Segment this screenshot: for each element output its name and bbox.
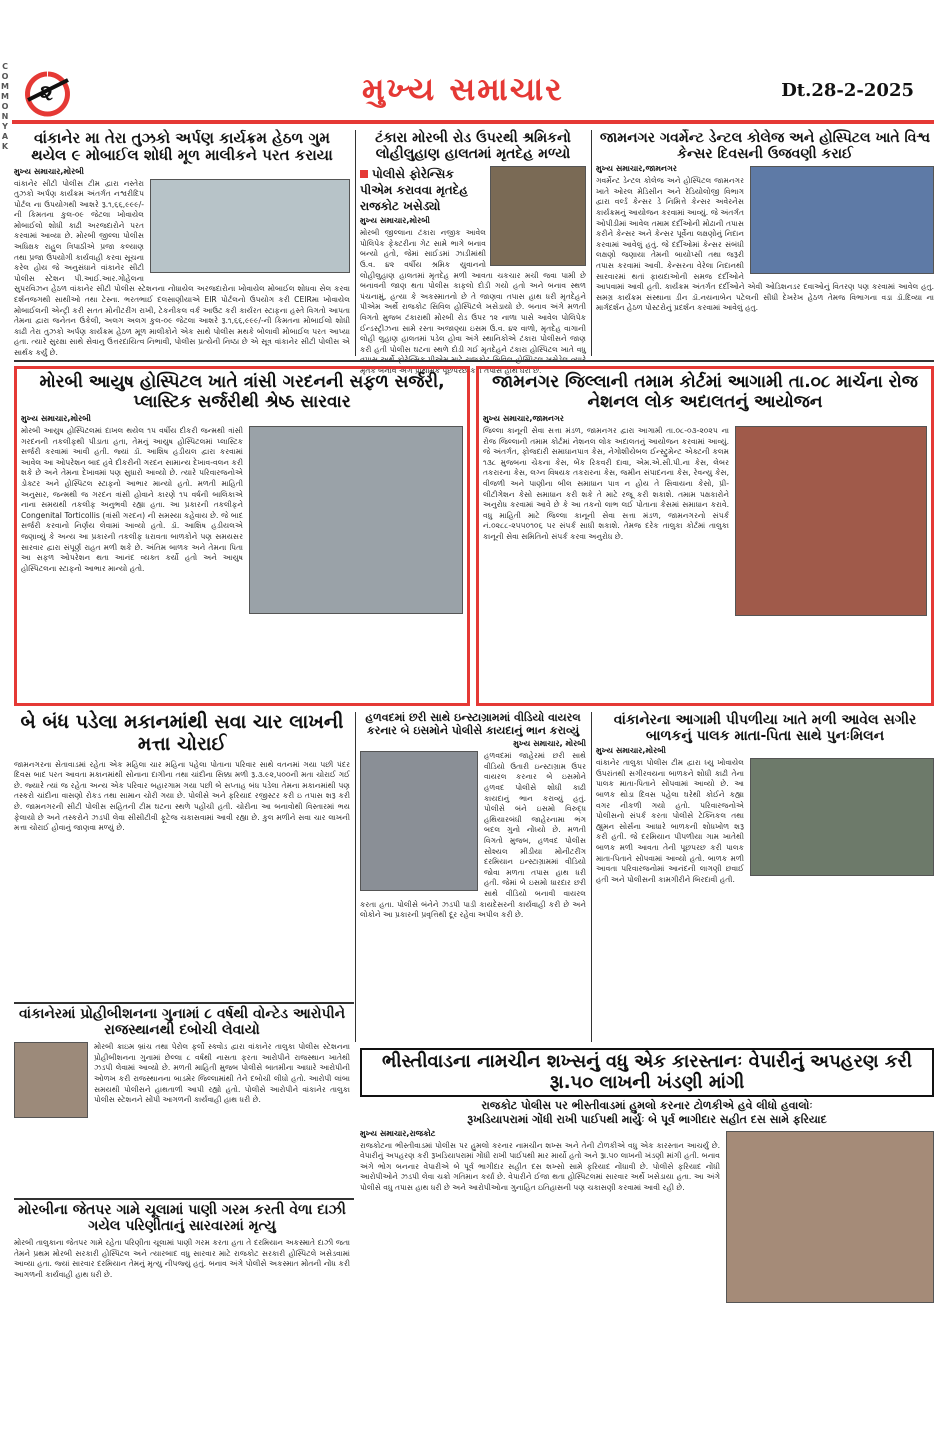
page-header (12, 62, 934, 124)
headline: ટંકારા મોરબી રોડ ઉપરથી શ્રમિકનો લોહીલુહાણ હાલતમાં મૃતદેહ મળ્યો (375, 130, 571, 163)
byline: મુખ્ય સમાચાર,જામનગર (483, 414, 564, 424)
article-photo (750, 758, 934, 876)
byline: મુખ્ય સમાચાર,મોરબી (14, 166, 84, 176)
headline: જામનગર જિલ્લાની તમામ કોર્ટમાં આગામી તા.૦૮ માર્ચના રોજ નેશનલ લોક અદાલતનું આયોજન (492, 372, 918, 412)
article-body: મોરબી ક્રાઇમ બ્રાંચ તથા પેરોલ ફર્લો સ્ક્વોડ દ્વારા વાંકાનેર તાલુકા પોલીસ સ્ટેશનના પ્રોહીબીશનના ગુનામાં છેલ્લા ૮ વર્ષથી નાસતા ફરતા આરોપીને રાજસ્થાન ખાતેથી ઝડપી લેવામાં આવ્યો છે. મળતી માહિતી મુજબ પોલીસે બાતમીના આધારે આરોપીની ઓળખ કરી રાજસ્થાનના બાડમેર જિલ્લામાંથી તેને દબોચી લીધો હતો. આરોપી લાંબા સમયથી પોલીસને હાથતાળી આપી રહ્યો હતો. પોલીસે આરોપીને વાંકાનેર તાલુકા પોલીસ સ્ટેશનને સોંપી આગળની કાર્યવાહી હાથ ધરી છે. (94, 1042, 350, 1105)
article-body: હળવદમાં જાહેરમાં છરી સાથે વીડિયો ઉતારી ઇન્સ્ટાગ્રામ ઉપર વાયરલ કરનાર બે ઇસમોને હળવદ પોલીસે શોધી કાઢી કાયદાનું ભાન કરાવ્યું હતું. પોલીસે બંને ઇસમો વિરુદ્ધ હથિયારબંધી જાહેરનામા ભંગ બદલ ગુનો નોંધ્યો છે. મળતી વિગતો મુજબ, હળવદ પોલીસ સોશ્યલ મીડીયા મોનીટરીંગ દરમિયાન ઇન્સ્ટાગ્રામમાં વીડિયો જોવા મળતા તપાસ હાથ ધરી હતી. જેમાં બે ઇસમો ધારદાર છરી સાથે વીડિયો બનાવી વાયરલ કરતા હતા. પોલીસે બંનેને ઝડપી પાડી કાયદેસરની કાર્યવાહી કરી છે અને લોકોને આ પ્રકારની પ્રવૃત્તિથી દૂર રહેવા અપીલ કરી છે. (360, 751, 586, 920)
subheadline: પોલીસે ફોરેન્સિક પીએમ કરાવવા મૃતદેહ રાજકોટ ખસેડ્યો (360, 167, 468, 214)
article-wanted-accused (14, 1006, 350, 1194)
page-number: ૨ (40, 80, 53, 106)
byline: મુખ્ય સમાચાર,મોરબી (21, 414, 91, 424)
headline: ભીસ્તીવાડના નામચીન શખ્સનું વધુ એક કારસ્તાનઃ વેપારીનું અપહરણ કરી રૂા.૫૦ લાખની ખંડણી માંગી (360, 1048, 934, 1097)
article-burn-death (14, 1202, 350, 1412)
byline: મુખ્ય સમાચાર,મોરબી (360, 216, 430, 226)
article-body: ગવર્મેન્ટ ડેન્ટલ કોલેજ અને હોસ્પિટલ જામનગર ખાતે ઓરલ મેડિસીન અને રેડિયોલોજી વિભાગ દ્વારા વર્લ્ડ કેન્સર ડે નિમિત્તે કેન્સર અવેરનેસ કાર્યક્રમનું આયોજન કરવામાં આવ્યું. જે અંતર્ગત ઓપીડીમાં આવેલ તમામ દર્દીઓની મોઢાની તપાસ કરીને કેન્સર અને કેન્સર પૂર્વેના લક્ષણોનું નિદાન કરવામાં આવેલું હતું. જે દર્દીઓમાં કેન્સર સંબંધી લક્ષણો જણાયા તેમની બાયોપ્સી તથા જરૂરી તપાસ કરવામાં આવી. કેન્સરના વેરેલા નિદાનથી સારવારમાં થતાં ફાયદાઓની સમજ દર્દીઓને આપવામાં આવી હતી. કાર્યક્રમ અંતર્ગત દર્દીઓને એવી ઓડિશનડર દવાઓનું વિતરણ પણ કરવામાં આવેલ હતુ. સમગ્ર કાર્યક્રમ સંસ્થાના ડીન ડૉ.નયનાબેન પટેલની સીધી દેખરેખ હેઠળ તેમજ વિભાગના વડા ડૉ.દિવ્યા ના માર્ગદર્શન હેઠળ પોસ્ટરોનું પ્રદર્શન કરવામાં આવેલું હતુ. (596, 176, 934, 313)
article-photo (150, 179, 350, 273)
article-body: જિલ્લા કાનૂની સેવા સત્તા મંડળ, જામનગર દ્વારા આગામી તા.૦૮-૦૩-૨૦૨૫ ના રોજ જિલ્લાની તમામ કોર્ટમાં નેશનલ લોક અદાલતનું આયોજન કરવામાં આવ્યું. જે અંતર્ગત, ફોજદારી સમાધાનપાત્ર કેસ, નેગોશીયેબલ ઈન્સ્ટ્રુમેન્ટ એક્ટની કલમ ૧૩૮ મુજબના ચેકના કેસ, બેંક રિકવરી દાવા, એમ.એ.સી.પી.ના કેસ, લેબર તકરારના કેસ, લગ્ન વિષયક તકરારના કેસ, જમીન સંપાદનના કેસ, રેવન્યુ કેસ, વીજળી અને પાણીના બીલ સમાધાન પાત્ર ન હોય તે સિવાયના કેસો, પ્રી-લીટીગેશન કેસો સમાધાન કરી શકે તે માટે રજૂ કરી શકાશે. તમામ પક્ષકારોને અનુરોધ કરવામાં આવે છે કે આ તકનો લાભ લઈ પોતાના કેસમાં સમાધાન કરાવે. વધુ માહિતી માટે જિલ્લા કાનૂની સેવા સત્તા મંડળ, જામનગરનો સંપર્ક નં.૦૨૮૮-૨૫૫૦૧૦૬ પર સંપર્ક સાધી શકાશે. તેમજ દરેક તાલુકા કોર્ટમાં તાલુકા કાનૂની સેવા સમિતિનો સંપર્ક કરવા અનુરોધ છે. (483, 426, 729, 542)
headline: બે બંધ પડેલા મકાનમાંથી સવા ચાર લાખની મત્તા ચોરાઈ (20, 711, 344, 755)
article-mobile-return (14, 130, 350, 356)
subheadline-2: રૂખડિયાપરામાં ગોંધી રાખી પાઈપથી માર્યુઃ બે પૂર્વ ભાગીદાર સહીત દસ સામે ફરિયાદ (467, 1113, 827, 1127)
headline: વાંકાનેરના આગામી પીપળીયા ખાતે મળી આવેલ સગીર બાળકનું પાલક માતા-પિતા સાથે પુનઃમિલન (613, 712, 917, 745)
article-child-reunion (596, 712, 934, 1042)
byline: મુખ્ય સમાચાર,રાજકોટ (360, 1128, 436, 1138)
bullet-icon (360, 170, 368, 178)
article-body: મોરબી જીલ્લાના ટંકારા નજીક આવેલ પોલિપેક ફેક્ટરીના ગેટ સામે ભાગે બનાવ બન્યો હતો, જેમાં સાઈડમાં ઝાડીમાંથી ઉ.વ. ૪૨ વર્ષીય શ્રમિક યુવાનનો લોહીલુહાણ હાલતમાં મૃતદેહ મળી આવતા ચકચાર મચી જવા પામી છે બનાવની જાણ થતા પોલીસ કાફલો દોડી ગયો હતો અને બનાવ સ્થળ પંચનામું, હત્યા કે અકસ્માતનો છે તે જાણવા તપાસ હાથ ધરી મૃતદેહને પીએમ અર્થે રાજકોટ સિવિલ હોસ્પિટલે ખસેડાયો છે. બનાવ અંગે મળતી વિગતો મુજબ ટંકારાથી મોરબી રોડ ઉપર ૧૨ નાળા પાસે આવેલ પોલિપેક ઈન્ડસ્ટ્રીઝના સામે રસ્તા અજાણ્યા ઇસમ ઉ.વ. ૪૨ વાળો, મૃતદેહ વાગાની લોહી લુહાણ હાલતમાં પડેલ હોવા અંગે સ્થાનિકોએ ટંકારા પોલીસને જાણ કરી હતી પોલીસ ઘટના સ્થળે દોડી ગઈ મૃતદેહને ટંકારા હોસ્પિટલ ખાતે વધુ મૃતક બનાવ અંગે પ્રાથમિક પૂછપરછ કરી તપાસ હાથ ધરી છે. (360, 228, 586, 375)
headline: મોરબી આયુષ હોસ્પિટલ ખાતે ત્રાંસી ગરદનની સફળ સર્જરી, પ્લાસ્ટિક સર્જરીથી શ્રેષ્ઠ સારવાર (39, 372, 445, 412)
article-instagram-video (360, 712, 586, 1042)
article-body: વાંકાનેર તાલુકા પોલીસ ટીમ દ્વારા ધ્યુ ખોવાયેલ ઉપરાંતથી સગીરવયના બાળકને શોધી કાઢી તેના પાલક માતા-પિતાને સોંપવામાં આવ્યો છે. આ બાળક થોડા દિવસ પહેલા ઘરેથી કોઈને કહ્યા વગર નીકળી ગયો હતો. પરિવારજનોએ પોલીસનો સંપર્ક કરતા પોલીસે ટેક્નિકલ તથા હ્યુમન સોર્સના આધારે બાળકની શોધખોળ શરૂ કરી હતી. જે દરમિયાન પીપળીયા ગામ ખાતેથી બાળક મળી આવતા તેની પૂછપરછ કરી પાલક માતા-પિતાને સોંપવામાં આવ્યો હતો. બાળક મળી આવતા પરિવારજનોમાં આનંદની લાગણી છવાઈ હતી અને પોલીસની કામગીરીને બિરદાવી હતી. (596, 758, 744, 884)
article-photo (249, 426, 463, 614)
headline: વાંકાનેર મા તેરા તુઝકો અર્પણ કાર્યક્રમ હેઠળ ગુમ થયેલ ૯ મોબાઈલ શોધી મૂળ માલીકને પરત કરાયા (31, 129, 333, 165)
byline: મુખ્ય સમાચાર,મોરબી (596, 746, 666, 756)
article-body: વાંકાનેર સીટી પોલીસ ટીમ દ્વારા નસ્તેરા તુઝકો અર્પણ કાર્યક્રમ અંતર્ગત નશ્વરીદિપ પોર્ટલ ના ઉપયોગથી આશરે રૂ.૧,૬૬,૯૯૯/- ની કિમતના કુલ-૦૯ જેટલા ખોવાયેલ મોબાઈલો શોધી કાઢી અરજદારોને પરત કરવામાં આવ્યા છે. મોરબી જીલ્લા પોલીસ અધિક્ષક રાહુલ ત્રિપાઠીએ પ્રજા કલ્યાણ તથા પ્રજા ઉપયોગી કાર્યવાહી કરવા સૂચના કરેલ હોય જે અનુસંધાને વાંકાનેર સીટી પોલીસ સ્ટેશન પી.આઈ.આર.ગોહેલના સુપરવિઝન હેઠળ વાંકાનેર સીટી પોલીસ સ્ટેશનના નોંધાયેલ અરજદારોના ખોવાયેલ મોબાઈલ શોધવા સેલ કરવા દર્શનજગથી સાથીઓ તથા ટેસ્ના. ભરતભાઈ દલસાણીયાએ EIR પોર્ટલનો ઉપયોગ કરી CEIRમા ખોવાયેલ મોબાઈલની એન્ટ્રી કરી સતત મોનીટરીંગ રાખી, ટેકનીકલ વર્ક આઉટ કરી કાર્યરત સ્ટાફના હસ્તે વિગતો આપતા તેમના દ્વારા જનેતન ઉકેલી, અલગ અલગ કુલ-૦૯ જેટલા આશરે રૂ.૧,૬૬,૯૯૯/-ની કિમતના મોબાઈલો શોધી કાઢી તેરા તુઝકો અર્પણ કાર્યક્રમ હેઠળ મૂળ માલીકોને એક સાથે પોલીસ મથકે બોલાવી મોબાઈલ પરત આપ્યા હતા. ત્યારે સુરક્ષા સાથે સેવાનુ ઉત્તરદાયિત્વ નિભાવી, પોલીસ પ્રત્યેની નિષ્ઠા છે એ સૂત્ર વાંકાનેર સીટી પોલીસ એ સાર્થક કર્યું છે. (14, 178, 350, 357)
article-photo (750, 166, 934, 274)
article-ayush-hospital (14, 366, 470, 706)
article-photo (14, 1042, 88, 1118)
byline: મુખ્ય સમાચાર,જામનગર (596, 164, 677, 174)
byline: મુખ્ય સમાચાર, મોરબી (513, 739, 586, 749)
article-tankara-body-found (360, 130, 586, 375)
headline: મોરબીના જેતપર ગામે ચૂલામાં પાણી ગરમ કરતી વેળા દાઝી ગયેલ પરિણીતાનું સારવારમાં મૃત્યુ (18, 1202, 346, 1235)
article-body: મોરબી આયુષ હોસ્પિટલમાં દાખલ થયેલ ૧૫ વર્ષીય દીકરી જન્મથી ત્રાંસી ગરદનની તકલીફથી પીડાતા હતા, તેમનું આયુષ હોસ્પિટલમાં પ્લાસ્ટિક સર્જરી કરવામાં આવી હતી. જ્યાં ડૉ. આશિષ હડીયલ દ્વારા કરવામાં આવેલ આ ઓપરેશન બાદ હવે દીકરીની ગરદન સામાન્ય દેખાવ-વલન કરી શકે છે અને તેમના દેખાવમાં પણ સુધારો આવ્યો છે. ત્યારે પરિવારજનોએ ડોક્ટર અને હોસ્પિટલ સ્ટાફનો આભાર માન્યો હતો. મળતી માહિતી અનુસાર, જન્મથી જ ગરદન ત્રાંસી હોવાને કારણે ૧૫ વર્ષની બાલિકાએ નાના સમયથી તકલીફ અનુભવી રહ્યા હતા. આ પ્રકારની તકલીફને Congenital Torticollis (ત્રાંસી ગરદન) ની સમસ્યા કહેવાય છે. જે બાદ સર્જરી કરવાનો નિર્ણય લેવામાં આવ્યો હતો. ડૉ. આશિષ હડીયલએ જણાવ્યું કે અન્ય આ પ્રકારની તકલીફ ધરાવતા બાળકોને પણ સમયસર સારવાર દ્વારા સંપૂર્ણ રાહત મળી શકે છે. અંતિમ બાળક અને તેમના પિતા આ સફળ ઓપરેશન થતા આનંદ વ્યક્ત કર્યો હતો અને આયુષ હોસ્પિટલના સ્ટાફનો આભાર માન્યો હતો. (21, 426, 243, 573)
article-body: જામનગરના સેતાવાડમાં રહેતા એક મહિલા ચાર મહિના પહેલા પોતાના પરિવાર સાથે વતનમાં ગયા પછી પંદર દિવસ બાદ પરત આવતા મકાનમાંથી સોનાના દાગીના તથા ચાંદીના સિક્કા મળી રૂ.૩.૯૨,૫૦૦ની મતા ચોરાઈ ગઈ છે. જ્યારે ત્યાં જ રહેતા અન્ય એક પરિવાર બહારગામ ગયા પછી બે સપ્તાહ બંધ પડેલા તેમના મકાનમાંથી પણ તસ્કરો ચાંદીના વાસણો રોકડ તથા સામાન ચોરી ગયા છે. પોલીસે અને ફરિયાદ રજીસ્ટર કરી ઇ તપાસ શરૂ કરી છે. જામનગરની સીટી પોલીસ સહિતની ટીમ ઘટના સ્થળે પહોંચી હતી. ચોરીના આ બનાવોથી વિસ્તારમાં ભય ફેલાયો છે અને તસ્કરોને ઝડપી લેવા સીસીટીવી ફૂટેજ ચકાસવામાં આવી રહ્યા છે. કુલ મળીને સવા ચાર લાખની મત્તા ચોરાઈ હોવાનું જાણવા મળ્યું છે. (14, 759, 350, 833)
headline: જામનગર ગવર્મેન્ટ ડેન્ટલ કોલેજ અને હોસ્પિટલ ખાતે વિશ્વ કેન્સર દિવસની ઉજવણી કરાઈ (599, 130, 931, 163)
section-title: મુખ્ય સમાચાર (362, 70, 564, 108)
article-photo (490, 166, 586, 266)
article-photo (735, 426, 927, 616)
edge-color-strip: C O M M O N Y A K (1, 62, 9, 151)
headline: હળવદમાં છરી સાથે ઇન્સ્ટાગ્રામમાં વીડિયો વાયરલ કરનાર બે ઇસમોને પોલીસે કાયદાનું ભાન કરાવ્યું (365, 711, 581, 737)
article-body: રાજકોટના ભીસ્તીવાડમાં પોલીસ પર હુમલો કરનાર નામચીન શખ્સ અને તેની ટોળકીએ વધુ એક કારસ્તાન આચર્યું છે. વેપારીનું અપહરણ કરી રૂખડિયાપરામાં ગોંધી રાખી પાઈપથી માર માર્યો હતો અને રૂા.૫૦ લાખની ખંડણી માંગી હતી. બનાવ અંગે ભોગ બનનાર વેપારીએ બે પૂર્વ ભાગીદાર સહીત દસ શખ્સો સામે ફરિયાદ નોંધાવી છે. પોલીસે ફરિયાદ નોંધી આરોપીઓને ઝડપી લેવા ચક્રો ગતિમાન કર્યા છે. વેપારીને ઈજા થતા હોસ્પિટલમાં સારવાર અર્થે ખસેડાયા હતા. આ અંગે પોલીસે વધુ તપાસ હાથ ધરી છે અને આરોપીઓના ગુનાહિત ઇતિહાસની પણ ચકાસણી કરવામાં આવી રહી છે. (360, 1140, 720, 1193)
subheadline-1: રાજકોટ પોલીસ પર ભીસ્તીવાડમાં હુમલો કરનાર ટોળકીએ હવે લીધો હવાલોઃ (481, 1099, 813, 1113)
article-photo (726, 1131, 934, 1303)
headline: વાંકાનેરમાં પ્રોહીબીશનના ગુનામાં ૮ વર્ષથી વોન્ટેડ આરોપીને રાજસ્થાનથી દબોચી લેવાયો (18, 1006, 346, 1039)
issue-date: Dt.28-2-2025 (781, 80, 914, 101)
article-cancer-day (596, 130, 934, 356)
article-photo (360, 751, 478, 891)
article-lok-adalat (476, 366, 934, 706)
article-house-theft (14, 712, 350, 998)
article-kidnap-extortion (360, 1048, 934, 1412)
article-body: મોરબી તાલુકાના જેતપર ગામે રહેતા પરિણીતા ચૂલામાં પાણી ગરમ કરતા હતા તે દરમિયાન અકસ્માતે દાઝી જતા તેમને પ્રથમ મોરબી સરકારી હોસ્પિટલ અને ત્યારબાદ વધુ સારવાર માટે રાજકોટ સરકારી હોસ્પિટલે ખસેડવામાં આવ્યા હતા. જ્યાં સારવાર દરમિયાન તેમનું મૃત્યુ નીપજ્યું હતું. બનાવ અંગે પોલીસે અકસ્માત મોતની નોંધ કરી આગળની કાર્યવાહી હાથ ધરી છે. (14, 1238, 350, 1279)
